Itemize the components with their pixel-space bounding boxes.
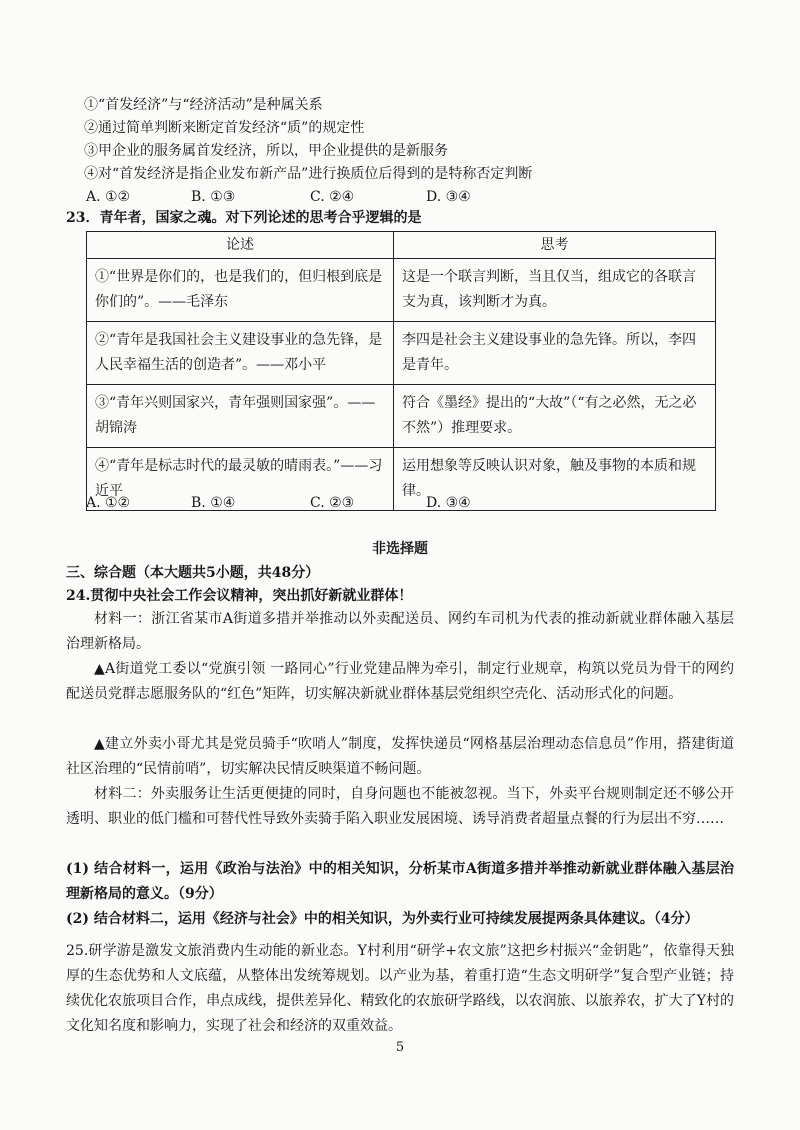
q23-option-a: A. ①② [86,495,131,511]
table-row [87,448,716,511]
q22-option-d: D. ③④ [426,189,471,205]
table-row [87,385,716,448]
table-row [87,322,716,385]
q24-material-2: 材料二：外卖服务让生活更便捷的同时，自身问题也不能被忽视。当下，外卖平台规则制定还不够公开透明、职业的低门槛和可替代性导致外卖骑手陷入职业发展困境、诱导消费者超量点餐的行为层出不穷…… [66,786,734,827]
q24-subquestion-2: (2) 结合材料二，运用《经济与社会》中的相关知识，为外卖行业可持续发展提两条具体建议。（4分） [66,911,699,927]
q23-row4-statement: ④“青年是标志时代的最灵敏的晴雨表。”——习近平 [87,448,394,511]
section-heading: 非选择题 [372,541,428,557]
q23-option-c: C. ②③ [310,495,355,511]
q23-row3-statement: ③“青年兴则国家兴，青年强则国家强”。——胡锦涛 [87,385,394,448]
q24-material-1: 材料一：浙江省某市A街道多措并举推动以外卖配送员、网约车司机为代表的推动新就业群体融入基层治理新格局。 [66,611,734,652]
q24-stem: 24.贯彻中央社会工作会议精神，突出抓好新就业群体！ [66,588,413,604]
q23-header-statement: 论述 [87,232,394,259]
page-number: 5 [395,1040,405,1055]
q22-statement-1: ①“首发经济”与“经济活动”是种属关系 [84,97,323,113]
q23-header-reflection: 思考 [394,232,716,259]
q23-row1-reflection: 这是一个联言判断，当且仅当，组成它的各联言支为真，该判断才为真。 [394,259,716,322]
q23-stem: 23．青年者，国家之魂。对下列论述的思考合乎逻辑的是 [66,210,422,226]
part-three-heading: 三、综合题（本大题共5小题，共48分） [66,565,320,581]
q24-subquestion-1: (1) 结合材料一，运用《政治与法治》中的相关知识，分析某市A街道多措并举推动新就业群体融入基层治理新格局的意义。（9分） [66,861,734,902]
q22-statement-3: ③甲企业的服务属首发经济，所以，甲企业提供的是新服务 [84,143,448,159]
q23-table [86,231,716,511]
q23-row4-reflection: 运用想象等反映认识对象，触及事物的本质和规律。 [394,448,716,511]
q22-statement-2: ②通过简单判断来断定首发经济“质”的规定性 [84,120,365,136]
q22-statement-4: ④对“首发经济是指企业发布新产品”进行换质位后得到的是特称否定判断 [84,166,533,182]
q23-option-b: B. ①④ [191,495,236,511]
q22-option-b: B. ①③ [191,189,236,205]
table-row [87,259,716,322]
q22-option-c: C. ②④ [310,189,355,205]
q23-row2-reflection: 李四是社会主义建设事业的急先锋。所以，李四是青年。 [394,322,716,385]
q24-bullet-1: ▲A街道党工委以“党旗引领 一路同心”行业党建品牌为牵引，制定行业规章，构筑以党员为骨干的网约配送员党群志愿服务队的“红色”矩阵，切实解决新就业群体基层党组织空壳化、活动形式化的问题。 [66,661,734,702]
q23-row3-reflection: 符合《墨经》提出的“大故”（“有之必然，无之必不然”）推理要求。 [394,385,716,448]
q24-bullet-2: ▲建立外卖小哥尤其是党员骑手“吹哨人”制度，发挥快递员“网格基层治理动态信息员”作用，搭建街道社区治理的“民情前哨”，切实解决民情反映渠道不畅问题。 [66,736,734,777]
q22-option-a: A. ①② [86,189,131,205]
q25-text: 25.研学游是激发文旅消费内生动能的新业态。Y村利用“研学+农文旅”这把乡村振兴“金钥匙”，依靠得天独厚的生态优势和人文底蕴，从整体出发统筹规划。以产业为基，着重打造“生态文明研学”复合型产业链；持续优化农旅项目合作，串点成线，提供差异化、精致化的农旅研学路线，以农润旅、以旅养农，扩大了Y村的文化知名度和影响力，实现了社会和经济的双重效益。 [66,943,734,1034]
q23-row2-statement: ②“青年是我国社会主义建设事业的急先锋，是人民幸福生活的创造者”。——邓小平 [87,322,394,385]
q23-row1-statement: ①“世界是你们的，也是我们的，但归根到底是你们的”。——毛泽东 [87,259,394,322]
q23-option-d: D. ③④ [426,495,471,511]
